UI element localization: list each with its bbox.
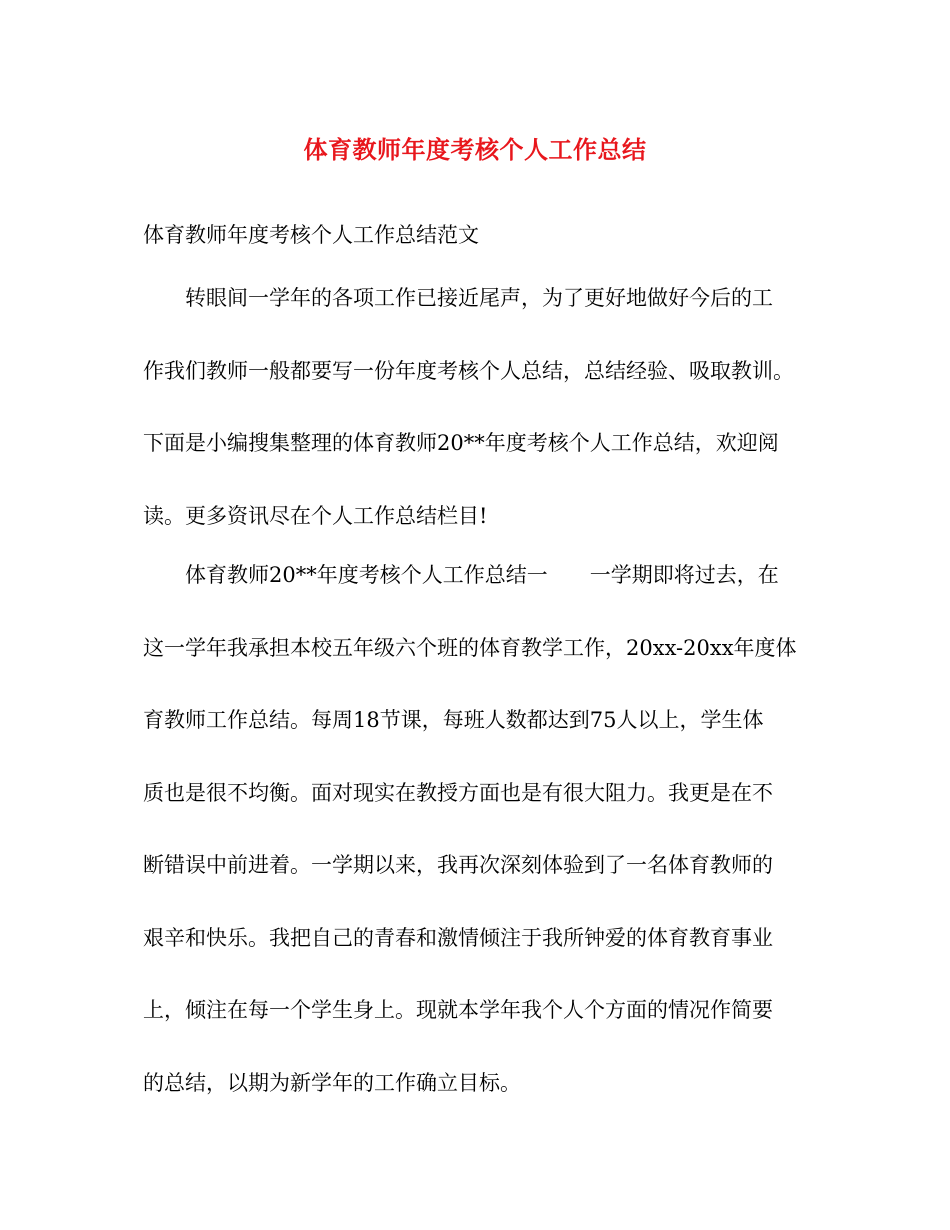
paragraph-line: 这一学年我承担本校五年级六个班的体育教学工作，20xx-20xx年度体 <box>143 635 797 660</box>
paragraph-line: 质也是很不均衡。面对现实在教授方面也是有很大阻力。我更是在不 <box>143 780 773 805</box>
paragraph-line: 的总结，以期为新学年的工作确立目标。 <box>143 1070 521 1095</box>
paragraph-line: 体育教师20**年度考核个人工作总结一 一学期即将过去，在 <box>185 563 779 587</box>
paragraph-line: 作我们教师一般都要写一份年度考核个人总结，总结经验、吸取教训。 <box>143 358 794 383</box>
paragraph-line: 育教师工作总结。每周18节课，每班人数都达到75人以上，学生体 <box>143 708 764 732</box>
paragraph-summary-one <box>143 539 823 1119</box>
paragraph-line: 上，倾注在每一个学生身上。现就本学年我个人个方面的情况作简要 <box>143 998 773 1022</box>
paragraph-line: 读。更多资讯尽在个人工作总结栏目! <box>143 503 488 528</box>
paragraph-line: 下面是小编搜集整理的体育教师20**年度考核个人工作总结，欢迎阅 <box>143 431 779 455</box>
paragraph-intro <box>143 262 823 552</box>
paragraph-line: 转眼间一学年的各项工作已接近尾声，为了更好地做好今后的工 <box>185 286 773 310</box>
paragraph-line: 断错误中前进着。一学期以来，我再次深刻体验到了一名体育教师的 <box>143 853 773 877</box>
document-title: 体育教师年度考核个人工作总结 <box>303 135 647 164</box>
document-subtitle: 体育教师年度考核个人工作总结范文 <box>143 223 479 247</box>
paragraph-line: 艰辛和快乐。我把自己的青春和激情倾注于我所钟爱的体育教育事业 <box>143 925 773 950</box>
